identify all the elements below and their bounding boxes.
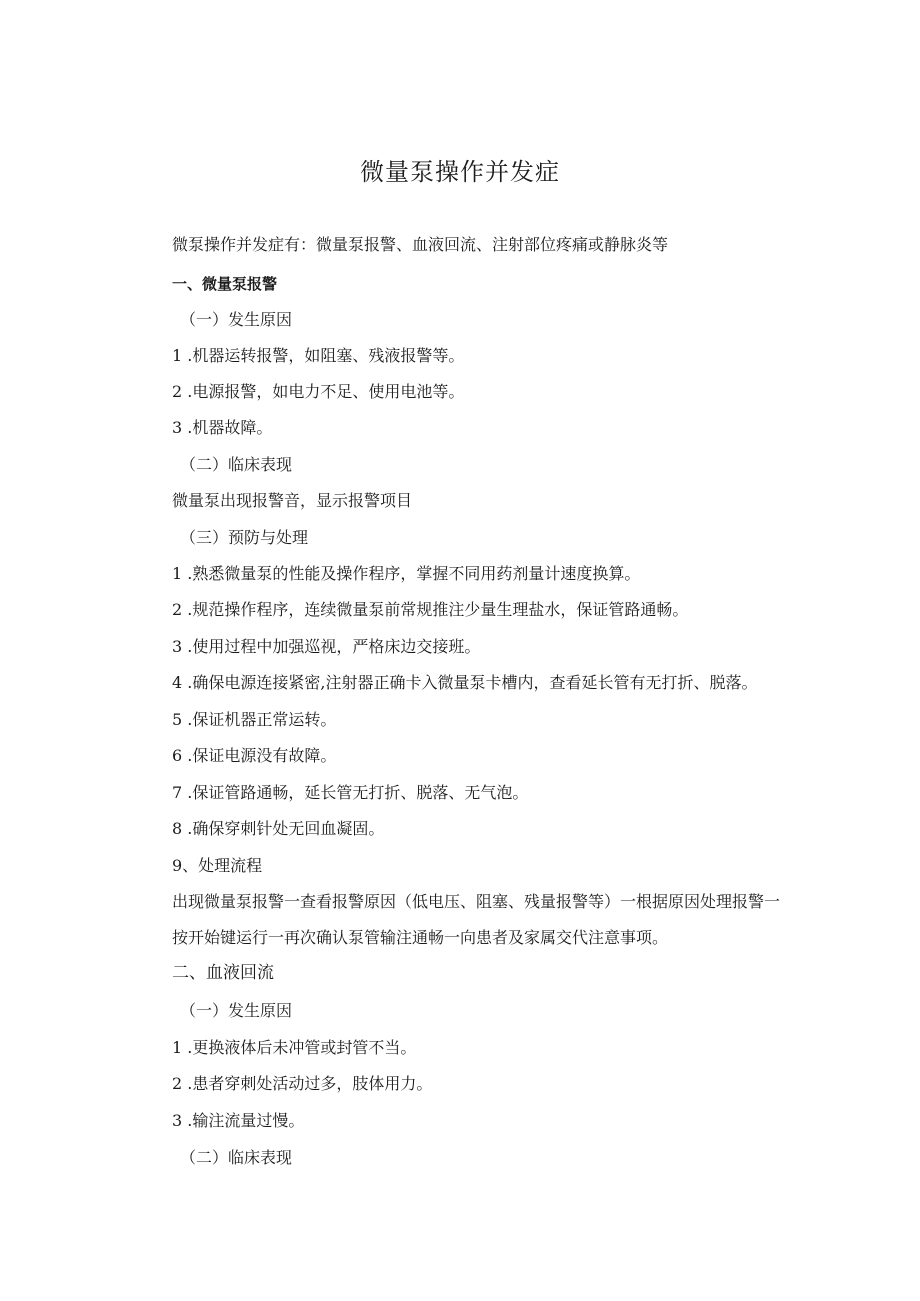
subheading-prevention: （三）预防与处理 bbox=[180, 528, 309, 547]
list-item: 8 .确保穿刺针处无回血凝固。 bbox=[172, 819, 385, 838]
list-item: 5 .保证机器正常运转。 bbox=[172, 710, 337, 729]
subheading-process: 9、处理流程 bbox=[172, 856, 263, 875]
list-item: 7 .保证管路通畅，延长管无打折、脱落、无气泡。 bbox=[172, 783, 529, 802]
list-item: 2 .患者穿刺处活动过多，肢体用力。 bbox=[172, 1074, 433, 1093]
subheading-cause: （一）发生原因 bbox=[180, 310, 293, 329]
section-heading-backflow: 二、血液回流 bbox=[172, 963, 274, 983]
list-item: 6 .保证电源没有故障。 bbox=[172, 746, 337, 765]
list-item: 1 .熟悉微量泵的性能及操作程序，掌握不同用药剂量计速度换算。 bbox=[172, 564, 641, 583]
section-heading-alarm: 一、微量泵报警 bbox=[172, 275, 278, 293]
subheading-clinical: （二）临床表现 bbox=[180, 455, 293, 474]
list-item: 4 .确保电源连接紧密,注射器正确卡入微量泵卡槽内，查看延长管有无打折、脱落。 bbox=[172, 673, 758, 692]
list-item: 1 .更换液体后未冲管或封管不当。 bbox=[172, 1038, 417, 1057]
list-item: 3 .使用过程中加强巡视，严格床边交接班。 bbox=[172, 637, 481, 656]
list-item: 2 .电源报警，如电力不足、使用电池等。 bbox=[172, 382, 465, 401]
subheading-cause: （一）发生原因 bbox=[180, 1001, 293, 1020]
process-paragraph: 出现微量泵报警一查看报警原因（低电压、阻塞、残量报警等）一根据原因处理报警一按开始键运行一再次确认泵管输注通畅一向患者及家属交代注意事项。 bbox=[172, 892, 781, 947]
list-item: 3 .机器故障。 bbox=[172, 418, 273, 437]
subheading-clinical: （二）临床表现 bbox=[180, 1148, 293, 1167]
clinical-text: 微量泵出现报警音，显示报警项目 bbox=[172, 491, 413, 510]
intro-paragraph: 微泵操作并发症有：微量泵报警、血液回流、注射部位疼痛或静脉炎等 bbox=[172, 235, 669, 254]
list-item: 3 .输注流量过慢。 bbox=[172, 1111, 305, 1130]
list-item: 1 .机器运转报警，如阻塞、残液报警等。 bbox=[172, 346, 465, 365]
page-title: 微量泵操作并发症 bbox=[360, 158, 560, 186]
list-item: 2 .规范操作程序，连续微量泵前常规推注少量生理盐水，保证管路通畅。 bbox=[172, 600, 689, 619]
